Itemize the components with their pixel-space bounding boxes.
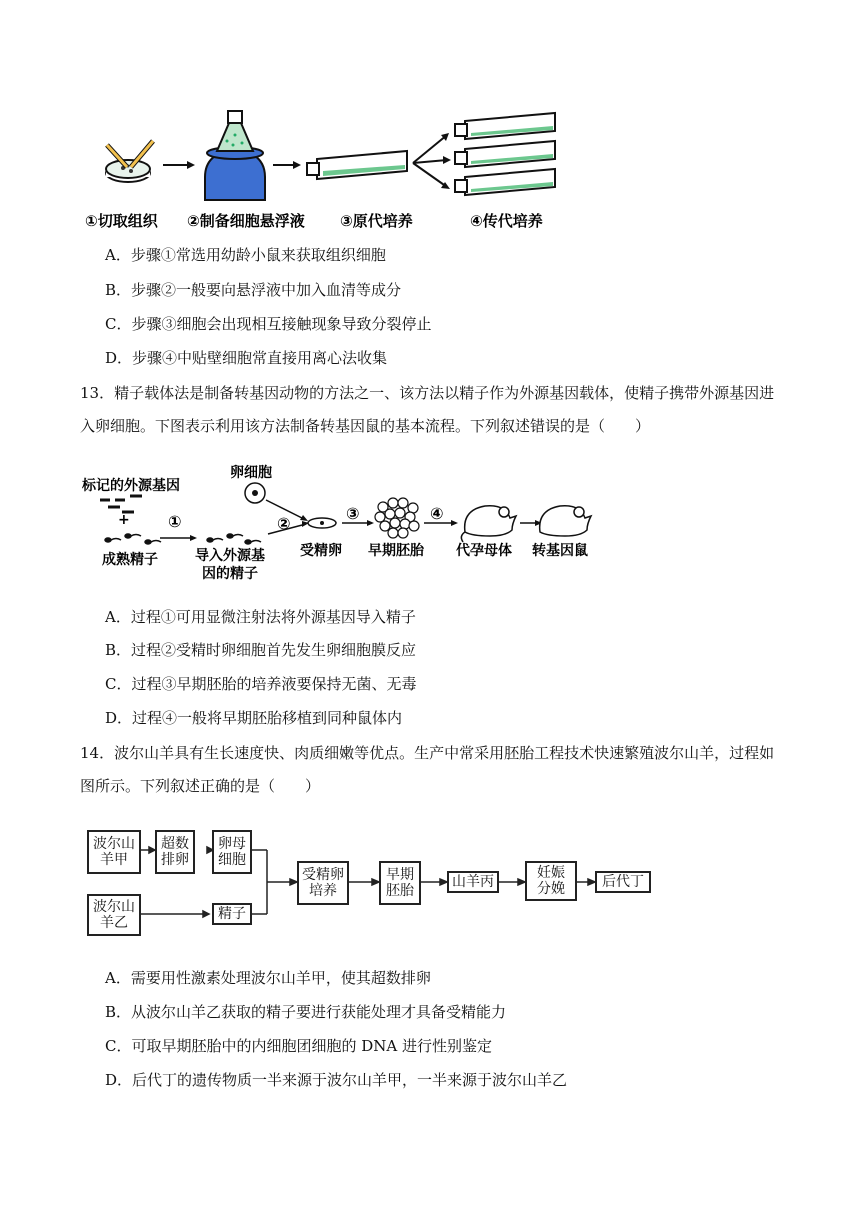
- node-offspring-label: 后代丁: [602, 874, 644, 890]
- label-sperm-gene-1: 导入外源基: [195, 548, 265, 564]
- q13-option-c: C．过程③早期胚胎的培养液要保持无菌、无毒: [105, 675, 417, 693]
- q12-figure: [85, 105, 565, 230]
- node-goat-a: [87, 830, 141, 874]
- subculture-flask-icon: [455, 141, 555, 167]
- q12-option-a: A．步骤①常选用幼龄小鼠来获取组织细胞: [105, 246, 386, 264]
- q14-stem: [80, 737, 780, 803]
- node-offspring: [595, 871, 651, 893]
- label-plus: +: [118, 512, 130, 528]
- q14-figure: [85, 828, 655, 938]
- node-oocyte-line2: 细胞: [218, 852, 246, 868]
- figure-label-primary-culture: ③原代培养: [340, 212, 413, 230]
- culture-flask-icon: [307, 151, 407, 179]
- node-goat-b: [87, 894, 141, 936]
- node-ivf-line2: 培养: [309, 883, 337, 899]
- q14-line-2: 图所示。下列叙述正确的是（ ）: [80, 777, 321, 795]
- label-sperm-gene-2: 因的精子: [202, 566, 258, 582]
- q14-line-1: 14．波尔山羊具有生长速度快、肉质细嫩等优点。生产中常采用胚胎工程技术快速繁殖波尔山羊，过程如: [80, 744, 775, 762]
- figure-label-cut-tissue: ①切取组织: [85, 212, 158, 230]
- cell-culture-diagram: [95, 105, 565, 210]
- node-goat-c-label: 山羊丙: [452, 874, 494, 890]
- figure-label-cell-suspension: ②制备细胞悬浮液: [187, 212, 305, 230]
- label-transgenic-mouse: 转基因鼠: [532, 543, 588, 559]
- node-superovulation-line2: 排卵: [161, 852, 189, 868]
- node-superovulation-line1: 超数: [161, 836, 189, 852]
- q13-line-1: 13．精子载体法是制备转基因动物的方法之一、该方法以精子作为外源基因载体，使精子携带外源基因进: [80, 384, 775, 402]
- node-sperm-label: 精子: [218, 906, 246, 922]
- figure-label-subculture: ④传代培养: [470, 212, 543, 230]
- branch-arrows-icon: [413, 133, 451, 189]
- q12-option-d: D．步骤④中贴壁细胞常直接用离心法收集: [105, 349, 388, 367]
- node-ivf-line1: 受精卵: [302, 867, 344, 883]
- arrow-icon: [160, 535, 197, 541]
- q14-option-c: C．可取早期胚胎中的内细胞团细胞的 DNA 进行性别鉴定: [105, 1037, 492, 1055]
- node-superovulation: [155, 830, 195, 874]
- q13-stem: [80, 377, 780, 443]
- label-step-3: ③: [346, 504, 360, 523]
- label-marked-gene: 标记的外源基因: [82, 478, 180, 494]
- node-goat-b-line2: 羊乙: [100, 915, 128, 931]
- subculture-flask-icon: [455, 169, 555, 195]
- label-surrogate: 代孕母体: [456, 543, 512, 559]
- q13-figure: [80, 460, 600, 582]
- arrow-icon: [520, 520, 542, 526]
- node-pregnancy-line2: 分娩: [537, 881, 565, 897]
- arrow-icon: [273, 161, 301, 169]
- sperm-with-gene-icon: [207, 534, 261, 544]
- label-early-embryo: 早期胚胎: [368, 543, 424, 559]
- label-mature-sperm: 成熟精子: [102, 552, 158, 568]
- petri-dish-icon: [106, 160, 150, 182]
- early-embryo-icon: [375, 498, 419, 538]
- node-early-embryo: [379, 861, 421, 905]
- egg-cell-icon: [245, 483, 265, 503]
- q14-option-d: D．后代丁的遗传物质一半来源于波尔山羊甲，一半来源于波尔山羊乙: [105, 1071, 568, 1089]
- q13-option-d: D．过程④一般将早期胚胎移植到同种鼠体内: [105, 709, 403, 727]
- q14-option-b: B．从波尔山羊乙获取的精子要进行获能处理才具备受精能力: [105, 1003, 507, 1021]
- node-early-embryo-line2: 胚胎: [386, 883, 414, 899]
- gene-fragments-icon: [100, 496, 142, 512]
- node-oocyte-line1: 卵母: [218, 836, 246, 852]
- transgenic-mouse-icon: [540, 506, 591, 536]
- label-step-2: ②: [277, 514, 291, 533]
- arrow-icon: [163, 161, 195, 169]
- q14-option-a: A．需要用性激素处理波尔山羊甲，使其超数排卵: [105, 969, 431, 987]
- node-goat-c: [447, 871, 499, 893]
- q12-option-c: C．步骤③细胞会出现相互接触现象导致分裂停止: [105, 315, 432, 333]
- label-egg-cell: 卵细胞: [230, 465, 272, 481]
- node-pregnancy-line1: 妊娠: [537, 865, 565, 881]
- node-oocyte: [212, 830, 252, 874]
- node-pregnancy: [525, 861, 577, 901]
- label-step-1: ①: [168, 512, 182, 531]
- q12-option-b: B．步骤②一般要向悬浮液中加入血清等成分: [105, 281, 402, 299]
- label-zygote: 受精卵: [300, 543, 342, 559]
- flask-shaker-icon: [205, 111, 265, 200]
- node-goat-a-line1: 波尔山: [93, 836, 135, 852]
- q13-line-2: 入卵细胞。下图表示利用该方法制备转基因鼠的基本流程。下列叙述错误的是（ ）: [80, 417, 651, 435]
- label-step-4: ④: [430, 504, 444, 523]
- node-goat-b-line1: 波尔山: [93, 899, 135, 915]
- zygote-icon: [308, 518, 336, 528]
- mouse-icon: [461, 506, 516, 542]
- node-goat-a-line2: 羊甲: [100, 852, 128, 868]
- subculture-flask-icon: [455, 113, 555, 139]
- q13-option-a: A．过程①可用显微注射法将外源基因导入精子: [105, 608, 416, 626]
- q13-option-b: B．过程②受精时卵细胞首先发生卵细胞膜反应: [105, 641, 417, 659]
- node-early-embryo-line1: 早期: [386, 867, 414, 883]
- node-ivf: [297, 861, 349, 905]
- sperm-icon: [105, 534, 161, 544]
- node-sperm: [212, 903, 252, 925]
